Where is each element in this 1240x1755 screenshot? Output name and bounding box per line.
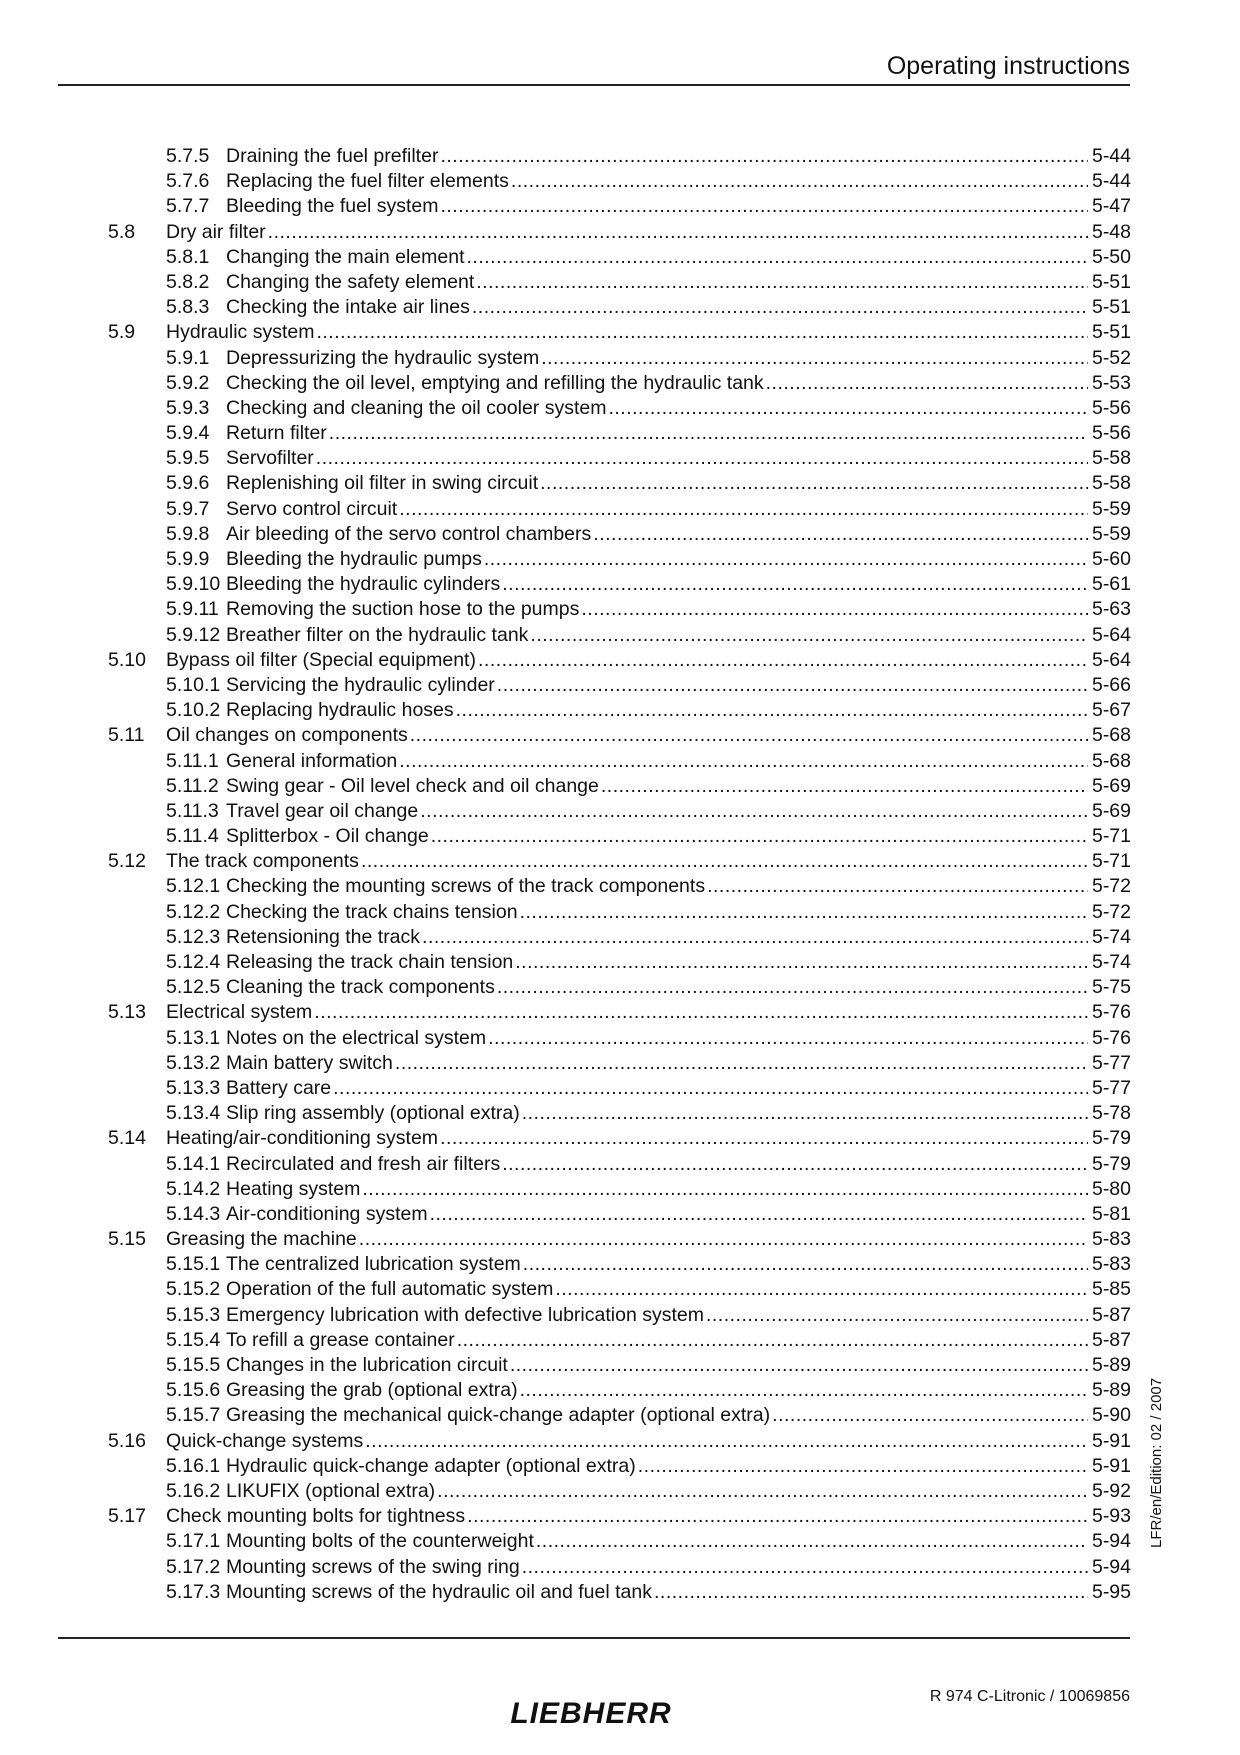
toc-entry-title: Greasing the mechanical quick-change adapter (optional extra) <box>226 1404 771 1427</box>
toc-entry <box>108 1252 1131 1277</box>
toc-entry <box>108 572 1131 597</box>
toc-entry-number: 5.15.7 <box>166 1404 221 1427</box>
toc-entry-title: Notes on the electrical system <box>226 1026 487 1049</box>
toc-entry <box>108 849 1131 874</box>
toc-entry <box>108 1454 1131 1479</box>
dot-leader <box>365 1429 1088 1454</box>
toc-entry <box>108 1177 1131 1202</box>
toc-entry-number: 5.11.1 <box>166 749 219 772</box>
toc-entry-title: Cleaning the track components <box>226 976 495 999</box>
toc-entry-title: General information <box>226 749 398 772</box>
toc-entry-title: Bleeding the fuel system <box>226 195 439 218</box>
toc-entry <box>108 925 1131 950</box>
toc-entry <box>108 975 1131 1000</box>
liebherr-logo <box>493 1697 689 1727</box>
toc-entry-number: 5.15 <box>108 1228 146 1251</box>
toc-entry-title: Oil changes on components <box>166 724 408 747</box>
toc-entry-number: 5.9.4 <box>166 422 210 445</box>
toc-entry-page: 5-51 <box>1091 296 1131 319</box>
dot-leader <box>706 1303 1088 1328</box>
toc-entry <box>108 774 1131 799</box>
toc-entry-title: Heating system <box>226 1177 361 1200</box>
toc-entry-number: 5.9.6 <box>166 472 210 495</box>
toc-entry-number: 5.14.3 <box>166 1202 221 1225</box>
dot-leader <box>420 799 1088 824</box>
toc-entry-number: 5.11.4 <box>166 825 219 848</box>
toc-entry <box>108 1126 1131 1151</box>
toc-entry <box>108 1353 1131 1378</box>
dot-leader <box>540 471 1088 496</box>
toc-entry-page: 5-56 <box>1091 396 1131 419</box>
toc-entry <box>108 1303 1131 1328</box>
toc-entry-page: 5-77 <box>1091 1076 1131 1099</box>
toc-entry-title: LIKUFIX (optional extra) <box>226 1479 436 1502</box>
toc-entry-number: 5.17.1 <box>166 1530 221 1553</box>
toc-entry-title: Replenishing oil filter in swing circuit <box>226 472 539 495</box>
toc-entry-page: 5-44 <box>1091 170 1131 193</box>
toc-entry-number: 5.9.1 <box>166 346 210 369</box>
toc-entry-title: Dry air filter <box>166 220 266 243</box>
toc-entry <box>108 799 1131 824</box>
toc-entry-number: 5.16 <box>108 1429 146 1452</box>
toc-entry-page: 5-68 <box>1091 724 1131 747</box>
page-header-title: Operating instructions <box>886 52 1130 80</box>
toc-entry-number: 5.15.1 <box>166 1253 221 1276</box>
toc-entry-page: 5-77 <box>1091 1051 1131 1074</box>
toc-entry-page: 5-68 <box>1091 749 1131 772</box>
toc-entry <box>108 497 1131 522</box>
dot-leader <box>522 1555 1088 1580</box>
dot-leader <box>316 446 1088 471</box>
dot-leader <box>530 623 1088 648</box>
toc-entry-number: 5.12.3 <box>166 925 221 948</box>
dot-leader <box>520 900 1088 925</box>
toc-entry-title: Releasing the track chain tension <box>226 951 514 973</box>
toc-entry-title: Mounting screws of the hydraulic oil and fuel tank <box>226 1580 652 1603</box>
dot-leader <box>502 572 1088 597</box>
toc-entry-page: 5-94 <box>1091 1530 1131 1553</box>
toc-entry <box>108 900 1131 925</box>
dot-leader <box>484 547 1088 572</box>
toc-entry <box>108 1051 1131 1076</box>
toc-entry-title: Swing gear - Oil level check and oil change <box>226 774 599 797</box>
dot-leader <box>361 849 1088 874</box>
dot-leader <box>456 698 1088 723</box>
toc-entry-page: 5-94 <box>1091 1555 1131 1578</box>
dot-leader <box>502 1152 1088 1177</box>
toc-entry <box>108 1227 1131 1252</box>
dot-leader <box>440 194 1088 219</box>
toc-entry-number: 5.15.5 <box>166 1354 221 1376</box>
dot-leader <box>431 824 1088 849</box>
toc-entry-number: 5.9.12 <box>166 623 221 646</box>
dot-leader <box>581 597 1088 622</box>
toc-entry-number: 5.8 <box>108 220 136 243</box>
toc-entry <box>108 950 1131 975</box>
toc-entry <box>108 1152 1131 1177</box>
toc-entry-title: Recirculated and fresh air filters <box>226 1152 501 1175</box>
toc-entry <box>108 1277 1131 1302</box>
toc-entry-title: Mounting bolts of the counterweight <box>226 1530 534 1553</box>
toc-entry-page: 5-95 <box>1091 1580 1131 1603</box>
dot-leader <box>510 1353 1088 1378</box>
toc-entry-title: Air-conditioning system <box>226 1202 428 1225</box>
toc-entry-number: 5.13 <box>108 1001 146 1024</box>
toc-entry-number: 5.17 <box>108 1505 146 1528</box>
toc-entry-page: 5-63 <box>1091 598 1131 621</box>
dot-leader <box>497 673 1088 698</box>
toc-entry-page: 5-90 <box>1091 1404 1131 1427</box>
dot-leader <box>766 371 1088 396</box>
toc-entry-page: 5-85 <box>1091 1278 1131 1301</box>
toc-entry-page: 5-89 <box>1091 1379 1131 1402</box>
toc-entry-number: 5.10.2 <box>166 699 221 722</box>
toc-entry-title: Checking the track chains tension <box>226 900 518 923</box>
toc-entry-title: Changing the main element <box>226 245 465 268</box>
dot-leader <box>593 522 1088 547</box>
toc-entry-title: Greasing the machine <box>166 1228 357 1251</box>
toc-entry-number: 5.15.4 <box>166 1328 221 1351</box>
toc-entry-number: 5.14.1 <box>166 1152 221 1175</box>
toc-entry-page: 5-44 <box>1091 145 1131 167</box>
toc-entry <box>108 1000 1131 1025</box>
toc-entry-number: 5.8.2 <box>166 270 210 293</box>
dot-leader <box>488 1026 1088 1051</box>
dot-leader <box>467 1504 1088 1529</box>
dot-leader <box>497 975 1088 1000</box>
toc-entry-title: Battery care <box>226 1076 332 1099</box>
toc-entry <box>108 1580 1131 1605</box>
toc-entry-number: 5.11 <box>108 724 145 747</box>
toc-entry-title: Replacing the fuel filter elements <box>226 170 509 193</box>
dot-leader <box>772 1403 1088 1428</box>
toc-entry-number: 5.15.3 <box>166 1303 221 1326</box>
toc-entry-page: 5-64 <box>1091 623 1131 646</box>
toc-entry <box>108 648 1131 673</box>
toc-entry-number: 5.15.2 <box>166 1278 221 1301</box>
toc-entry-page: 5-91 <box>1091 1454 1131 1477</box>
toc-entry-page: 5-67 <box>1091 699 1131 722</box>
toc-entry-page: 5-74 <box>1091 925 1131 948</box>
toc-entry-page: 5-76 <box>1091 1026 1131 1049</box>
toc-entry <box>108 421 1131 446</box>
toc-entry-title: Changing the safety element <box>226 270 475 293</box>
edition-note: LFR/en/Edition: 02 / 2007 <box>1148 1377 1165 1548</box>
toc-entry <box>108 169 1131 194</box>
dot-leader <box>522 1101 1088 1126</box>
toc-entry <box>108 245 1131 270</box>
dot-leader <box>515 950 1088 975</box>
toc-entry-title: Bleeding the hydraulic cylinders <box>226 573 501 596</box>
toc-entry-page: 5-91 <box>1091 1429 1131 1452</box>
toc-entry-number: 5.9.8 <box>166 522 210 545</box>
toc-entry-title: Hydraulic quick-change adapter (optional extra) <box>226 1454 636 1477</box>
toc-entry-number: 5.12.5 <box>166 976 221 999</box>
toc-entry-title: Changes in the lubrication circuit <box>226 1354 508 1376</box>
toc-entry-title: Replacing hydraulic hoses <box>226 699 454 722</box>
toc-entry-number: 5.9.11 <box>166 598 219 621</box>
dot-leader <box>555 1277 1088 1302</box>
toc-entry <box>108 698 1131 723</box>
toc-entry <box>108 547 1131 572</box>
toc-entry-title: Operation of the full automatic system <box>226 1278 554 1301</box>
toc-entry-page: 5-87 <box>1091 1328 1131 1351</box>
toc-entry-number: 5.12.4 <box>166 951 221 973</box>
toc-entry-page: 5-69 <box>1091 774 1131 797</box>
toc-entry-page: 5-72 <box>1091 900 1131 923</box>
toc-entry <box>108 1076 1131 1101</box>
toc-entry <box>108 673 1131 698</box>
dot-leader <box>472 295 1088 320</box>
toc-entry <box>108 371 1131 396</box>
toc-entry-number: 5.10 <box>108 648 146 671</box>
toc-entry <box>108 1403 1131 1428</box>
toc-entry-page: 5-53 <box>1091 371 1131 394</box>
dot-leader <box>440 144 1088 169</box>
toc-entry-title: Checking the oil level, emptying and refilling the hydraulic tank <box>226 371 764 394</box>
toc-entry-page: 5-56 <box>1091 422 1131 445</box>
toc-entry <box>108 396 1131 421</box>
dot-leader <box>399 749 1088 774</box>
toc-entry-page: 5-69 <box>1091 799 1131 822</box>
toc-entry-number: 5.8.1 <box>166 245 210 268</box>
toc-entry-page: 5-71 <box>1091 825 1131 848</box>
toc-entry-title: Quick-change systems <box>166 1429 364 1452</box>
toc-entry-title: Breather filter on the hydraulic tank <box>226 623 529 646</box>
toc-entry-page: 5-51 <box>1091 321 1131 344</box>
toc-entry-page: 5-66 <box>1091 673 1131 696</box>
dot-leader <box>541 346 1088 371</box>
toc-entry-page: 5-59 <box>1091 497 1131 520</box>
svg-text:LIEBHERR: LIEBHERR <box>510 1697 672 1727</box>
dot-leader <box>329 421 1088 446</box>
toc-entry-number: 5.7.7 <box>166 195 210 218</box>
toc-entry-title: Air bleeding of the servo control chambers <box>226 522 592 545</box>
toc-entry-title: Bleeding the hydraulic pumps <box>226 548 482 570</box>
toc-entry-title: Checking the intake air lines <box>226 296 470 319</box>
toc-entry <box>108 346 1131 371</box>
toc-entry-title: Servo control circuit <box>226 497 398 520</box>
toc-entry-page: 5-75 <box>1091 976 1131 999</box>
toc-entry-title: Checking and cleaning the oil cooler system <box>226 396 607 419</box>
toc-entry-title: Slip ring assembly (optional extra) <box>226 1102 520 1125</box>
dot-leader <box>410 723 1088 748</box>
toc-entry <box>108 446 1131 471</box>
dot-leader <box>608 396 1088 421</box>
toc-entry <box>108 270 1131 295</box>
toc-entry-page: 5-74 <box>1091 951 1131 973</box>
toc-entry-number: 5.13.1 <box>166 1026 221 1049</box>
toc-entry-number: 5.16.2 <box>166 1479 221 1502</box>
toc-entry-page: 5-87 <box>1091 1303 1131 1326</box>
dot-leader <box>316 320 1088 345</box>
dot-leader <box>467 245 1088 270</box>
toc-entry-number: 5.13.4 <box>166 1102 221 1125</box>
toc-entry <box>108 144 1131 169</box>
dot-leader <box>333 1076 1088 1101</box>
toc-entry-title: Checking the mounting screws of the track components <box>226 875 706 898</box>
toc-entry-page: 5-51 <box>1091 270 1131 293</box>
toc-entry-number: 5.11.3 <box>166 799 219 822</box>
dot-leader <box>476 270 1088 295</box>
dot-leader <box>268 220 1088 245</box>
toc-entry <box>108 1026 1131 1051</box>
toc-entry <box>108 749 1131 774</box>
toc-entry-number: 5.9.7 <box>166 497 210 520</box>
toc-entry-number: 5.17.3 <box>166 1580 221 1603</box>
toc-entry-page: 5-60 <box>1091 548 1131 570</box>
toc-entry-page: 5-83 <box>1091 1228 1131 1251</box>
toc-entry-page: 5-81 <box>1091 1202 1131 1225</box>
toc-entry <box>108 824 1131 849</box>
toc-entry <box>108 1479 1131 1504</box>
dot-leader <box>440 1126 1088 1151</box>
toc-entry-page: 5-58 <box>1091 472 1131 495</box>
dot-leader <box>511 169 1088 194</box>
toc-entry-page: 5-79 <box>1091 1127 1131 1150</box>
toc-entry <box>108 194 1131 219</box>
dot-leader <box>359 1227 1088 1252</box>
dot-leader <box>395 1051 1088 1076</box>
toc-entry <box>108 1202 1131 1227</box>
toc-entry <box>108 1504 1131 1529</box>
dot-leader <box>654 1580 1088 1605</box>
toc-entry-page: 5-64 <box>1091 648 1131 671</box>
toc-entry-number: 5.10.1 <box>166 673 221 696</box>
toc-entry <box>108 623 1131 648</box>
toc-entry <box>108 1429 1131 1454</box>
toc-entry-number: 5.15.6 <box>166 1379 221 1402</box>
toc-entry-page: 5-58 <box>1091 447 1131 470</box>
toc-entry-page: 5-47 <box>1091 195 1131 218</box>
toc-entry-title: Bypass oil filter (Special equipment) <box>166 648 476 671</box>
toc-entry-number: 5.16.1 <box>166 1454 221 1477</box>
toc-entry-title: The track components <box>166 850 359 873</box>
toc-entry-number: 5.9.5 <box>166 447 210 470</box>
dot-leader <box>638 1454 1088 1479</box>
toc-entry-number: 5.7.5 <box>166 145 210 167</box>
toc-entry-title: Electrical system <box>166 1001 313 1024</box>
toc-entry <box>108 874 1131 899</box>
toc-entry <box>108 597 1131 622</box>
toc-entry-page: 5-89 <box>1091 1354 1131 1376</box>
table-of-contents <box>108 144 1131 1605</box>
toc-entry <box>108 522 1131 547</box>
toc-entry-title: Draining the fuel prefilter <box>226 145 439 167</box>
dot-leader <box>399 497 1088 522</box>
toc-entry-page: 5-79 <box>1091 1152 1131 1175</box>
toc-entry-number: 5.13.3 <box>166 1076 221 1099</box>
toc-entry-page: 5-50 <box>1091 245 1131 268</box>
dot-leader <box>314 1000 1088 1025</box>
toc-entry-number: 5.9.3 <box>166 396 210 419</box>
toc-entry-page: 5-48 <box>1091 220 1131 243</box>
toc-entry-page: 5-76 <box>1091 1001 1131 1024</box>
toc-entry-title: Heating/air-conditioning system <box>166 1127 439 1150</box>
dot-leader <box>523 1252 1088 1277</box>
dot-leader <box>707 874 1088 899</box>
toc-entry <box>108 320 1131 345</box>
dot-leader <box>422 925 1088 950</box>
toc-entry-page: 5-80 <box>1091 1177 1131 1200</box>
toc-entry-page: 5-93 <box>1091 1505 1131 1528</box>
toc-entry-number: 5.12.1 <box>166 875 221 898</box>
dot-leader <box>601 774 1088 799</box>
toc-entry-title: Travel gear oil change <box>226 799 419 822</box>
toc-entry-title: Greasing the grab (optional extra) <box>226 1379 518 1402</box>
toc-entry-title: Main battery switch <box>226 1051 393 1074</box>
toc-entry-page: 5-61 <box>1091 573 1131 596</box>
toc-entry-title: Servicing the hydraulic cylinder <box>226 673 495 696</box>
toc-entry-title: Removing the suction hose to the pumps <box>226 598 580 621</box>
toc-entry-number: 5.9.10 <box>166 573 221 596</box>
toc-entry-number: 5.13.2 <box>166 1051 221 1074</box>
toc-entry-title: Retensioning the track <box>226 925 421 948</box>
toc-entry-number: 5.12.2 <box>166 900 221 923</box>
toc-entry-title: The centralized lubrication system <box>226 1253 521 1276</box>
toc-entry-number: 5.7.6 <box>166 170 210 193</box>
toc-entry-page: 5-71 <box>1091 850 1131 873</box>
toc-entry-title: Depressurizing the hydraulic system <box>226 346 540 369</box>
toc-entry-title: Servofilter <box>226 447 314 470</box>
footer-model-number: R 974 C-Litronic / 10069856 <box>929 1688 1130 1705</box>
toc-entry-title: Return filter <box>226 422 327 445</box>
toc-entry <box>108 220 1131 245</box>
toc-entry-title: To refill a grease container <box>226 1328 455 1351</box>
toc-entry-title: Emergency lubrication with defective lubrication system <box>226 1303 704 1326</box>
toc-entry-title: Splitterbox - Oil change <box>226 825 429 848</box>
toc-entry-page: 5-83 <box>1091 1253 1131 1276</box>
header-rule <box>58 84 1130 86</box>
toc-entry-title: Check mounting bolts for tightness <box>166 1505 466 1528</box>
toc-entry <box>108 295 1131 320</box>
toc-entry-page: 5-59 <box>1091 522 1131 545</box>
toc-entry-title: Mounting screws of the swing ring <box>226 1555 520 1578</box>
toc-entry <box>108 1529 1131 1554</box>
toc-entry-number: 5.8.3 <box>166 296 210 319</box>
toc-entry-page: 5-52 <box>1091 346 1131 369</box>
dot-leader <box>520 1378 1088 1403</box>
toc-entry-number: 5.9.9 <box>166 548 210 570</box>
toc-entry-title: Hydraulic system <box>166 321 315 344</box>
toc-entry-page: 5-78 <box>1091 1102 1131 1125</box>
toc-entry-number: 5.12 <box>108 850 146 873</box>
toc-entry <box>108 1555 1131 1580</box>
toc-entry-number: 5.11.2 <box>166 774 219 797</box>
toc-entry <box>108 723 1131 748</box>
toc-entry-number: 5.14.2 <box>166 1177 221 1200</box>
dot-leader <box>457 1328 1088 1353</box>
dot-leader <box>362 1177 1088 1202</box>
toc-entry-number: 5.9.2 <box>166 371 210 394</box>
toc-entry-number: 5.17.2 <box>166 1555 221 1578</box>
dot-leader <box>536 1529 1088 1554</box>
toc-entry <box>108 1378 1131 1403</box>
toc-entry <box>108 1101 1131 1126</box>
toc-entry <box>108 471 1131 496</box>
toc-entry-page: 5-72 <box>1091 875 1131 898</box>
toc-entry-page: 5-92 <box>1091 1479 1131 1502</box>
footer-rule <box>58 1637 1130 1639</box>
toc-entry-number: 5.14 <box>108 1127 146 1150</box>
dot-leader <box>430 1202 1088 1227</box>
toc-entry <box>108 1328 1131 1353</box>
dot-leader <box>437 1479 1088 1504</box>
toc-entry-number: 5.9 <box>108 321 136 344</box>
dot-leader <box>478 648 1088 673</box>
